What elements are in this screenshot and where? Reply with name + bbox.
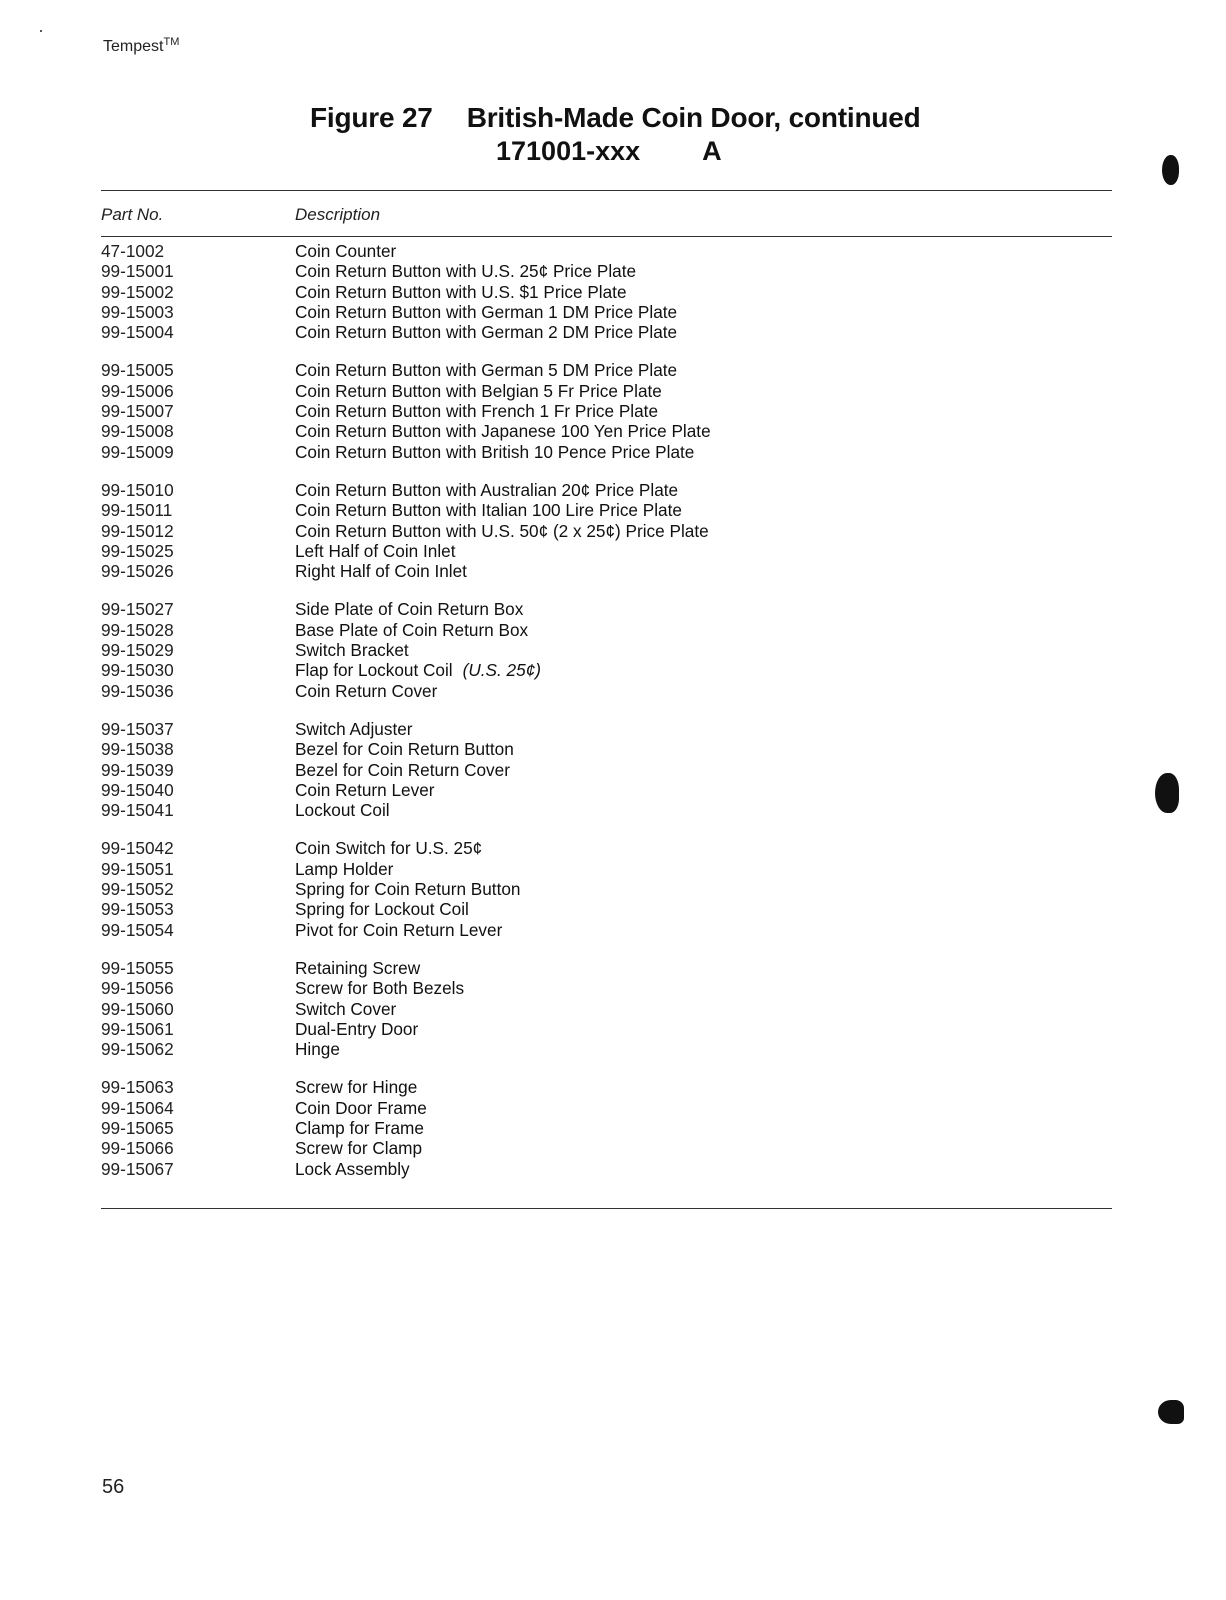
description-text: Spring for Lockout Coil — [295, 899, 469, 920]
description-text: Coin Return Button with German 2 DM Price Plate — [295, 322, 678, 343]
part-number: 99-15062 — [101, 1039, 174, 1060]
part-number: 99-15055 — [101, 957, 174, 978]
table-row — [0, 920, 1226, 940]
running-header — [103, 36, 179, 56]
part-description — [295, 958, 420, 978]
part-description — [295, 660, 541, 680]
description-text: Dual-Entry Door — [295, 1018, 419, 1039]
parts-group — [0, 958, 1226, 1059]
description-text: Left Half of Coin Inlet — [295, 540, 456, 561]
part-description — [295, 1019, 418, 1039]
description-text: Screw for Both Bezels — [295, 978, 465, 999]
part-description — [295, 800, 390, 820]
description-text: Coin Return Button with German 1 DM Price Plate — [295, 301, 678, 322]
part-number: 99-15006 — [101, 380, 174, 401]
table-row — [0, 719, 1226, 739]
table-row — [0, 958, 1226, 978]
part-number: 99-15025 — [101, 540, 174, 561]
description-text: Coin Door Frame — [295, 1097, 427, 1118]
description-text: Switch Bracket — [295, 640, 409, 661]
description-text: Screw for Hinge — [295, 1077, 418, 1098]
binder-hole-mark — [1155, 773, 1179, 813]
table-row — [0, 760, 1226, 780]
table-row — [0, 660, 1226, 680]
table-row — [0, 681, 1226, 701]
table-row — [0, 1138, 1226, 1158]
figure-title — [310, 102, 1010, 167]
table-row — [0, 978, 1226, 998]
part-number: 99-15003 — [101, 301, 174, 322]
part-number: 99-15040 — [101, 779, 174, 800]
assembly-part-number: 171001-xxx — [496, 136, 641, 166]
table-row — [0, 800, 1226, 820]
part-description — [295, 780, 434, 800]
description-text: Coin Return Button with U.S. 50¢ (2 x 25¢) Price Plate — [295, 520, 709, 541]
part-description — [295, 282, 627, 302]
part-description — [295, 978, 464, 998]
table-row — [0, 1159, 1226, 1179]
parts-group — [0, 838, 1226, 939]
table-row — [0, 1077, 1226, 1097]
part-description — [295, 920, 502, 940]
description-text: Flap for Lockout Coil — [295, 660, 453, 681]
parts-group — [0, 360, 1226, 461]
table-row — [0, 480, 1226, 500]
table-row — [0, 322, 1226, 342]
column-header-description: Description — [295, 205, 381, 224]
part-description — [295, 599, 523, 619]
part-description — [295, 261, 636, 281]
part-description — [295, 859, 393, 879]
part-description — [295, 322, 677, 342]
table-row — [0, 282, 1226, 302]
revision-letter: A — [702, 136, 722, 166]
part-description — [295, 739, 514, 759]
table-row — [0, 1118, 1226, 1138]
description-text: Coin Return Button with Australian 20¢ Price Plate — [295, 479, 679, 500]
description-text: Coin Return Button with U.S. $1 Price Plate — [295, 281, 627, 302]
part-description — [295, 899, 469, 919]
description-text: Lockout Coil — [295, 800, 390, 821]
part-number: 99-15005 — [101, 360, 174, 381]
part-number: 99-15052 — [101, 879, 174, 900]
table-row — [0, 381, 1226, 401]
table-row — [0, 899, 1226, 919]
part-description — [295, 360, 677, 380]
description-text: Bezel for Coin Return Cover — [295, 759, 510, 780]
description-text: Coin Return Cover — [295, 680, 438, 701]
table-row — [0, 1019, 1226, 1039]
part-description — [295, 838, 482, 858]
table-row — [0, 859, 1226, 879]
part-number: 99-15002 — [101, 281, 174, 302]
header-rule — [101, 236, 1112, 237]
table-row — [0, 442, 1226, 462]
part-number: 99-15010 — [101, 479, 174, 500]
parts-group — [0, 1077, 1226, 1178]
description-text: Screw for Clamp — [295, 1138, 423, 1159]
parts-group — [0, 719, 1226, 820]
part-number: 99-15007 — [101, 401, 174, 422]
part-number: 99-15030 — [101, 660, 174, 681]
parts-list — [0, 241, 1226, 1197]
part-description — [295, 541, 456, 561]
parts-group — [0, 599, 1226, 700]
description-text: Right Half of Coin Inlet — [295, 561, 467, 582]
part-description — [295, 760, 510, 780]
part-number: 99-15042 — [101, 838, 174, 859]
part-number: 99-15053 — [101, 899, 174, 920]
description-text: Hinge — [295, 1039, 340, 1060]
table-row — [0, 879, 1226, 899]
table-row — [0, 780, 1226, 800]
table-row — [0, 640, 1226, 660]
table-row — [0, 521, 1226, 541]
part-description — [295, 561, 467, 581]
description-text: Spring for Coin Return Button — [295, 879, 521, 900]
part-number: 47-1002 — [101, 241, 165, 261]
description-text: Coin Switch for U.S. 25¢ — [295, 838, 483, 859]
table-row — [0, 1039, 1226, 1059]
table-row — [0, 1098, 1226, 1118]
figure-name: British-Made Coin Door, continued — [466, 102, 921, 133]
part-number: 99-15029 — [101, 640, 174, 661]
part-description — [295, 1077, 417, 1097]
part-number: 99-15038 — [101, 739, 174, 760]
part-description — [295, 1138, 422, 1158]
part-number: 99-15012 — [101, 520, 174, 541]
part-number: 99-15063 — [101, 1077, 174, 1098]
binder-hole-mark — [1158, 1400, 1184, 1424]
figure-number: Figure 27 — [310, 102, 433, 133]
part-description — [295, 521, 709, 541]
part-number: 99-15036 — [101, 680, 174, 701]
bottom-rule — [101, 1208, 1112, 1209]
part-number: 99-15011 — [101, 500, 173, 521]
description-text: Coin Return Button with French 1 Fr Price Plate — [295, 401, 659, 422]
part-description — [295, 640, 409, 660]
part-description — [295, 681, 437, 701]
part-number: 99-15026 — [101, 561, 174, 582]
part-description — [295, 1039, 340, 1059]
description-text: Coin Return Button with Japanese 100 Yen Price Plate — [295, 421, 711, 442]
description-text: Clamp for Frame — [295, 1117, 424, 1138]
description-text: Coin Return Button with U.S. 25¢ Price Plate — [295, 261, 637, 282]
part-number: 99-15054 — [101, 919, 174, 940]
description-text: Coin Return Button with Italian 100 Lire Price Plate — [295, 500, 682, 521]
table-row — [0, 401, 1226, 421]
scan-speck — [40, 30, 42, 32]
table-row — [0, 599, 1226, 619]
part-description — [295, 879, 520, 899]
description-text: Switch Adjuster — [295, 718, 413, 739]
description-text: Side Plate of Coin Return Box — [295, 599, 524, 620]
part-number: 99-15056 — [101, 978, 174, 999]
part-description — [295, 719, 413, 739]
part-number: 99-15065 — [101, 1117, 174, 1138]
page-number: 56 — [102, 1476, 125, 1498]
description-text: Bezel for Coin Return Button — [295, 739, 514, 760]
table-row — [0, 360, 1226, 380]
part-number: 99-15061 — [101, 1018, 174, 1039]
table-row — [0, 620, 1226, 640]
table-row — [0, 999, 1226, 1019]
table-row — [0, 500, 1226, 520]
part-description — [295, 302, 677, 322]
description-text: Coin Return Button with British 10 Pence Price Plate — [295, 441, 695, 462]
part-description — [295, 1098, 427, 1118]
table-row — [0, 838, 1226, 858]
part-description — [295, 500, 682, 520]
part-number: 99-15028 — [101, 619, 174, 640]
part-description — [295, 241, 396, 261]
part-number: 99-15060 — [101, 998, 174, 1019]
parts-group — [0, 241, 1226, 342]
table-row — [0, 541, 1226, 561]
part-number: 99-15027 — [101, 599, 174, 620]
part-description — [295, 1159, 410, 1179]
trademark-mark: TM — [163, 36, 180, 48]
part-description — [295, 620, 528, 640]
description-text: Coin Counter — [295, 241, 397, 261]
description-text: Coin Return Button with Belgian 5 Fr Price Plate — [295, 380, 662, 401]
description-text: Retaining Screw — [295, 957, 421, 978]
description-text: Base Plate of Coin Return Box — [295, 619, 529, 640]
part-number: 99-15009 — [101, 441, 174, 462]
part-description — [295, 442, 694, 462]
part-number: 99-15004 — [101, 322, 174, 343]
part-number: 99-15008 — [101, 421, 174, 442]
table-row — [0, 421, 1226, 441]
part-description — [295, 1118, 424, 1138]
top-rule — [101, 190, 1112, 191]
part-number: 99-15067 — [101, 1158, 174, 1179]
table-row — [0, 739, 1226, 759]
part-description — [295, 421, 711, 441]
table-row — [0, 241, 1226, 261]
part-number: 99-15051 — [101, 858, 174, 879]
part-number: 99-15039 — [101, 759, 174, 780]
binder-hole-mark — [1162, 155, 1179, 185]
part-number: 99-15037 — [101, 718, 174, 739]
part-description — [295, 999, 396, 1019]
part-number: 99-15066 — [101, 1138, 174, 1159]
column-header-part-no: Part No. — [101, 205, 164, 224]
table-row — [0, 302, 1226, 322]
part-number: 99-15041 — [101, 800, 174, 821]
table-row — [0, 261, 1226, 281]
figure-title-line1 — [310, 102, 1010, 134]
description-note: (U.S. 25¢) — [462, 660, 541, 681]
description-text: Coin Return Lever — [295, 779, 435, 800]
description-text: Lamp Holder — [295, 858, 394, 879]
table-row — [0, 561, 1226, 581]
description-text: Pivot for Coin Return Lever — [295, 919, 503, 940]
part-description — [295, 401, 658, 421]
part-number: 99-15064 — [101, 1097, 174, 1118]
parts-group — [0, 480, 1226, 581]
description-text: Switch Cover — [295, 998, 397, 1019]
part-description — [295, 480, 678, 500]
figure-title-line2 — [310, 136, 1010, 167]
part-number: 99-15001 — [101, 261, 174, 282]
description-text: Lock Assembly — [295, 1158, 410, 1179]
header-title: Tempest — [103, 38, 164, 55]
description-text: Coin Return Button with German 5 DM Price Plate — [295, 360, 678, 381]
part-description — [295, 381, 662, 401]
